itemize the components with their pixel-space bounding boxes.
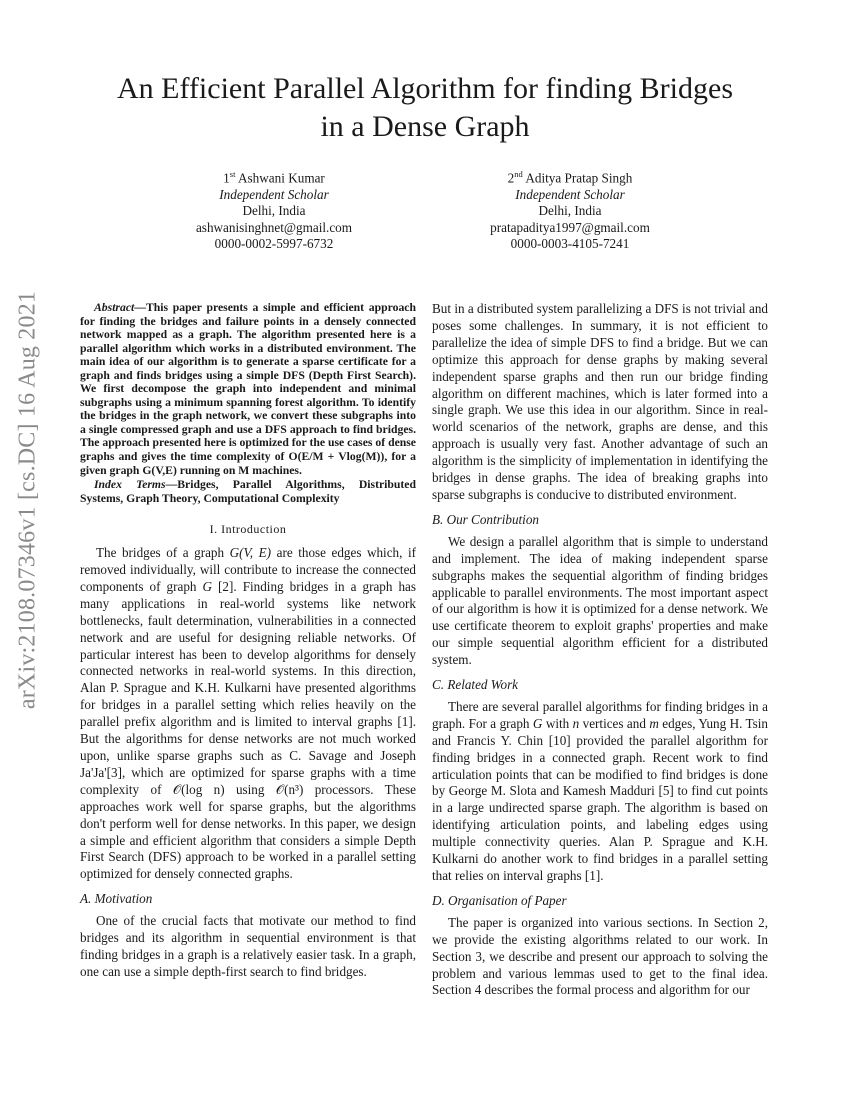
subsection-heading-motivation: A. Motivation xyxy=(80,891,153,907)
author-orcid: 0000-0002-5997-6732 xyxy=(214,236,334,252)
section-heading-introduction: I. Introduction xyxy=(209,522,287,537)
author-location: Delhi, India xyxy=(538,203,602,219)
author-location: Delhi, India xyxy=(242,203,306,219)
motivation-continued-paragraph: But in a distributed system parallelizing a DFS is not trivial and poses some challenges. In summary, it is not efficient to parallelize the idea of simple DFS to find a bridge. But we can optimize this approach for dense graphs by making several independent sparse graphs and then run our bridge finding algorithm on different machines, which is later formed into a single graph. We use this idea in our algorithm. Since in real-world scenarios of the network, graphs are dense, and this approach is usually very fast. Another advantage of such an algorithm is the simplicity of implementation in identifying the bridges in dense graphs. The idea of breaking graphs into sparse subgraphs is conducive to distributed environment. xyxy=(432,301,768,502)
text-span: are those edges which, if removed individually, will contribute to increase the connected components of graph xyxy=(80,545,416,594)
author-block-2 xyxy=(440,166,700,253)
paper-title xyxy=(60,70,790,146)
arxiv-id-text: arXiv:2108.07346v1 [cs.DC] 16 Aug 2021 xyxy=(14,290,41,710)
author-ordinal: 2 xyxy=(507,170,515,186)
title-line-1: An Efficient Parallel Algorithm for finding Bridges xyxy=(117,72,733,105)
subsection-heading-organisation: D. Organisation of Paper xyxy=(432,892,567,908)
math-span: m xyxy=(649,715,659,731)
text-span: edges, Yung H. Tsin and Francis Y. Chin [10] provided the parallel algorithm for finding bridges in a connected graph. Recent work to find articulation points that can be modified to find bridges is done by George M. Slota and Kamesh Madduri [5] to find cut points in a large undirected sparse graph. The algorithm is based on identifying articulation points, and labeling edges using multiple connectivity queries. Alan P. Sprague and K.H. Kulkarni do another work to find bridges in a parallel setting that relies on interval graphs [1]. xyxy=(432,715,768,883)
text-span: vertices and xyxy=(579,715,650,731)
math-span: G(V, E) xyxy=(229,545,272,561)
author-ordinal: 1 xyxy=(223,170,230,186)
subsection-heading-contribution: B. Our Contribution xyxy=(432,511,539,527)
math-span: G xyxy=(202,578,213,594)
author-name: Aditya Pratap Singh xyxy=(525,170,633,186)
author-ordinal-suffix: st xyxy=(229,169,236,179)
left-column xyxy=(80,301,416,981)
organisation-paragraph: The paper is organized into various sections. In Section 2, we provide the existing algorithms related to our work. In Section 3, we describe and present our approach to solving the problem and various lemmas used to get to the final idea. Section 4 describes the formal process and algorithm for our xyxy=(432,914,768,998)
index-terms xyxy=(80,478,416,505)
title-line-2: in a Dense Graph xyxy=(320,110,530,143)
abstract xyxy=(80,301,416,477)
subsection-heading-related-work: C. Related Work xyxy=(432,677,519,693)
math-span: 𝒪(log n) xyxy=(172,781,225,797)
text-span: using xyxy=(224,781,276,797)
related-work-paragraph xyxy=(432,699,768,885)
text-span: There are several parallel algorithms for finding bridges in a graph. For a graph xyxy=(432,698,768,731)
author-name-line xyxy=(440,166,700,187)
introduction-paragraph xyxy=(80,545,416,883)
math-span: n xyxy=(572,715,580,731)
right-column xyxy=(432,301,768,999)
author-name: Ashwani Kumar xyxy=(238,170,325,186)
math-span: G xyxy=(532,715,543,731)
author-name-line xyxy=(144,166,404,187)
author-affiliation: Independent Scholar xyxy=(219,186,329,202)
math-span: 𝒪(n³) xyxy=(275,781,304,797)
abstract-label: Abstract xyxy=(94,301,135,314)
text-span: The bridges of a graph xyxy=(96,545,230,561)
arxiv-identifier xyxy=(8,290,48,710)
text-span: [2]. Finding bridges in a graph has many applications in real-world systems like network bottlenecks, fault determination, vulnerabilities in a connected network and are useful for designing reliable networks. Of particular interest has been to develop algorithms for densely connected networks in real-world systems. In this direction, Alan P. Sprague and K.H. Kulkarni have presented algorithms for bridges in a parallel setting which relies heavily on the parallel prefix algorithm and is limited to interval graphs [1]. But the algorithms for dense networks are not much worked upon, unlike sparse graphs such as C. Savage and Joseph Ja'Ja'[3], which are optimized for sparse graphs with a time complexity of xyxy=(80,578,416,797)
author-ordinal-suffix: nd xyxy=(514,169,523,179)
author-affiliation: Independent Scholar xyxy=(515,186,625,202)
contribution-paragraph: We design a parallel algorithm that is simple to understand and implement. The idea of making independent sparse subgraphs makes the sequential algorithm of finding bridges applicable to parallel environments. The most important aspect of our algorithm is how it is optimized for a dense network. We use certificate theorem to exploit graphs' properties and make our simple sequential algorithm efficient for a distributed system. xyxy=(432,533,768,668)
author-block-1 xyxy=(144,166,404,253)
author-email: pratapaditya1997@gmail.com xyxy=(490,219,650,235)
abstract-text: —This paper presents a simple and efficient approach for finding the bridges and failure points in a densely connected network mapped as a graph. The algorithm presented here is a parallel algorithm which works in a distributed environment. The main idea of our algorithm is to generate a sparse certificate for a graph and finds bridges using a simple DFS (Depth First Search). We first decompose the graph into independent and minimal subgraphs using a minimum spanning forest algorithm. To identify the bridges in the graph network, we convert these subgraphs into a single compressed graph and use a DFS approach to find bridges. The approach presented here is optimized for the use cases of dense graphs and gives the time complexity of O(E/M + Vlog(M)), for a given graph G(V,E) running on M machines. xyxy=(80,301,416,477)
text-span: with xyxy=(542,715,573,731)
author-email: ashwanisinghnet@gmail.com xyxy=(195,219,353,235)
text-span: processors. These approaches work well for sparse graphs, but the algorithms don't perform well for dense networks. In this paper, we design a simple and efficient algorithm that considers a simple Depth First Search (DFS) approach to be worked in a parallel setting optimized for densely connected graphs. xyxy=(80,781,416,882)
index-terms-text: —Bridges, Parallel Algorithms, Distributed Systems, Graph Theory, Computational Complexity xyxy=(80,478,416,505)
index-terms-label: Index Terms xyxy=(94,478,166,492)
motivation-paragraph: One of the crucial facts that motivate our method to find bridges and its algorithm in sequential environment is that finding bridges in a graph is a relatively easier task. In a graph, one can use a simple depth-first search to find bridges. xyxy=(80,913,416,979)
author-orcid: 0000-0003-4105-7241 xyxy=(510,236,630,252)
